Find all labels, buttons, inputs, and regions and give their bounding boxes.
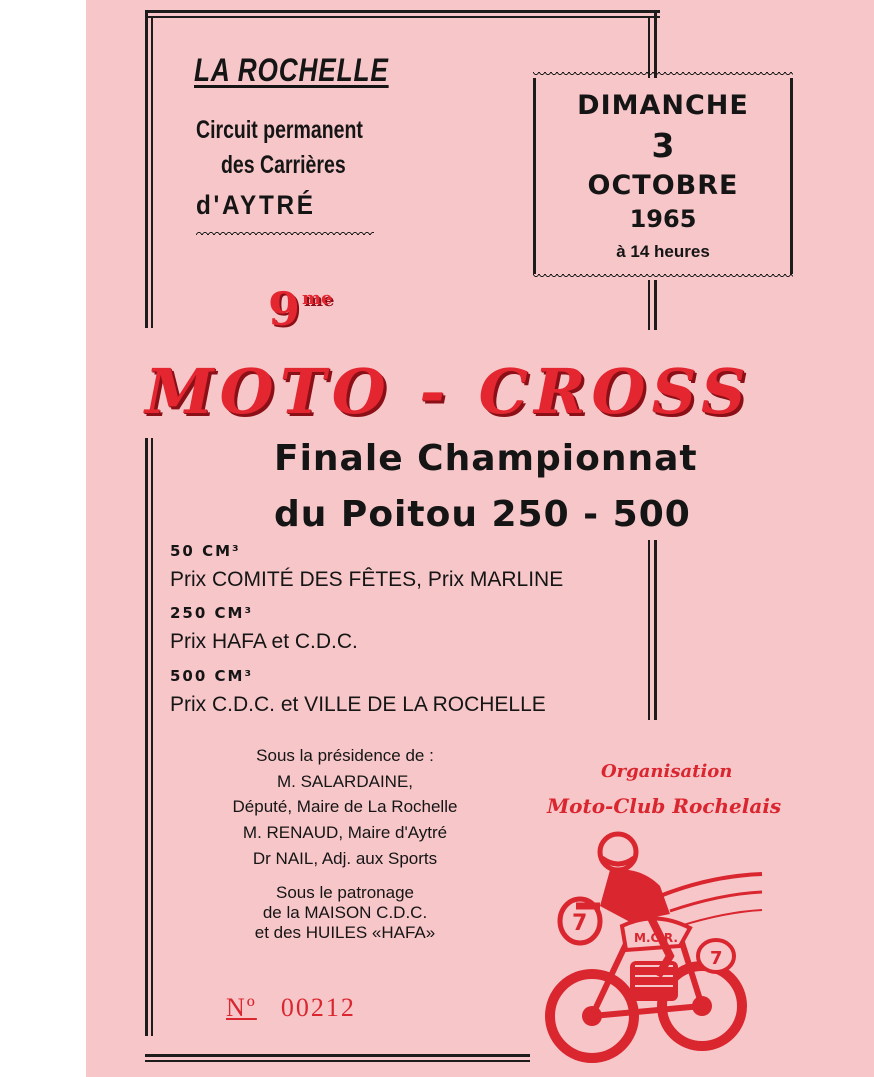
patronage-line-3: et des HUILES «HAFA» [254,923,436,942]
serial-number [226,993,356,1023]
class-500-heading: 500 CM³ [170,667,254,685]
organisation-label: Organisation [601,761,733,782]
edition-suffix: me [302,288,333,309]
right-rule-top [654,10,657,78]
class-50-heading: 50 CM³ [170,542,241,560]
presidency-line-2: Député, Maire de La Rochelle [232,797,458,816]
class-250-prize: Prix HAFA et C.D.C. [170,630,358,653]
subtitle-line-1: Finale Championnat [274,438,698,479]
serial-value: 00212 [280,993,356,1022]
date-time: à 14 heures [616,242,710,261]
date-year: 1965 [629,205,697,233]
bottom-rule [145,1054,530,1057]
top-rule [145,10,660,13]
date-day: 3 [651,126,675,165]
circuit-line-3: d'AYTRÉ [196,190,316,220]
date-weekday: DIMANCHE [577,90,749,121]
front-plate-number: 7 [572,911,588,936]
event-title: MOTO - CROSS [145,355,752,428]
right-rule-classes-inner [648,540,650,720]
presidency-line-4: Dr NAIL, Adj. aux Sports [252,849,438,868]
organisation-club: Moto-Club Rochelais [547,794,782,818]
motorcycle-rider-illustration [530,826,770,1066]
date-box-wavy-bottom [533,274,793,280]
date-box [533,78,793,274]
patronage-line-2: de la MAISON C.D.C. [262,903,428,922]
right-rule-mid [654,280,657,330]
right-rule-classes [654,540,657,720]
right-rule-mid-inner [648,280,650,330]
header-wavy-rule [196,229,374,235]
left-rule-bottom-inner [151,438,153,1036]
top-rule-inner [145,16,660,18]
edition-number [268,282,333,336]
edition-digit: 9 [268,282,301,336]
class-50-prize: Prix COMITÉ DES FÊTES, Prix MARLINE [170,568,564,591]
subtitle-line-2: du Poitou 250 - 500 [274,494,691,535]
class-500-prize: Prix C.D.C. et VILLE DE LA ROCHELLE [170,693,546,716]
date-box-wavy-top [533,72,793,78]
date-month: OCTOBRE [587,170,739,201]
circuit-line-2: des Carrières [221,151,346,179]
serial-prefix: Nº [226,993,257,1022]
presidency-intro: Sous la présidence de : [256,746,434,765]
left-rule-top-inner [151,16,153,328]
tank-text: M.C.R. [634,931,678,945]
circuit-line-1: Circuit permanent [196,116,363,144]
patronage-line-1: Sous le patronage [276,883,414,902]
left-rule-bottom [145,438,148,1036]
right-rule-top-inner [648,16,650,78]
presidency-line-3: M. RENAUD, Maire d'Aytré [242,823,448,842]
presidency-line-1: M. SALARDAINE, [276,772,414,791]
bottom-rule-inner [145,1060,530,1062]
class-250-heading: 250 CM³ [170,604,254,622]
side-plate-number: 7 [710,948,723,969]
city-name: LA ROCHELLE [194,52,389,88]
left-rule-top [145,10,148,328]
